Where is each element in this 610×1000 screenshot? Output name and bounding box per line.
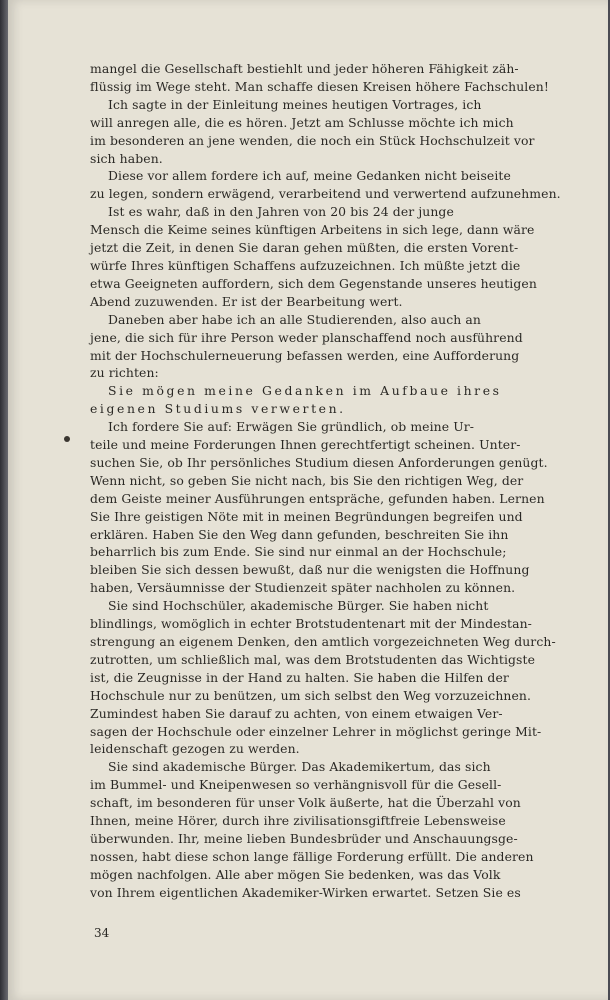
text-line: sagen der Hochschule oder einzelner Lehrer in möglichst geringe Mit- [90, 723, 542, 739]
text-line: bleiben Sie sich dessen bewußt, daß nur die wenigsten die Hoffnung [90, 562, 530, 578]
text-line: Wenn nicht, so geben Sie nicht nach, bis Sie den richtigen Weg, der [90, 472, 524, 488]
text-line: jene, die sich für ihre Person weder planschaffend noch ausführend [90, 329, 523, 345]
text-line: suchen Sie, ob Ihr persönliches Studium diesen Anforderungen genügt. [90, 454, 548, 470]
book-page [8, 0, 608, 1000]
paragraph-start-line: Ist es wahr, daß in den Jahren von 20 bis 24 der junge [108, 204, 454, 220]
text-line: überwunden. Ihr, meine lieben Bundesbrüder und Anschauungsge- [90, 830, 518, 846]
text-line: etwa Geeigneten auffordern, sich dem Gegenstande unseres heutigen [90, 275, 537, 291]
text-line: strengung an eigenem Denken, den amtlich vorgezeichneten Weg durch- [90, 634, 556, 649]
text-line: flüssig im Wege steht. Man schaffe diesen Kreisen höhere Fachschulen! [90, 78, 549, 94]
text-line: im Bummel- und Kneipenwesen so verhängnisvoll für die Gesell- [90, 777, 502, 793]
text-line: zutrotten, um schließlich mal, was dem Brotstudenten das Wichtigste [90, 651, 536, 667]
text-line: mögen nachfolgen. Alle aber mögen Sie bedenken, was das Volk [90, 866, 501, 882]
text-line: jetzt die Zeit, in denen Sie daran gehen müßten, die ersten Vorent- [90, 240, 519, 256]
text-line: dem Geiste meiner Ausführungen entspräche, gefunden haben. Lernen [90, 490, 545, 506]
ink-spot-mark [64, 436, 70, 442]
book-spine-shadow [0, 0, 8, 1000]
text-line: Mensch die Keime seines künftigen Arbeitens in sich lege, dann wäre [90, 222, 535, 238]
text-line: Abend zuzuwenden. Er ist der Bearbeitung wert. [90, 293, 403, 309]
text-line: zu richten: [90, 365, 159, 381]
text-line: mit der Hochschulerneuerung befassen werden, eine Aufforderung [90, 347, 520, 363]
paragraph-start-line: Sie sind Hochschüler, akademische Bürger. Sie haben nicht [108, 598, 489, 614]
text-line: teile und meine Forderungen Ihnen gerechtfertigt scheinen. Unter- [90, 437, 521, 453]
text-line: beharrlich bis zum Ende. Sie sind nur einmal an der Hochschule; [90, 544, 507, 560]
paragraph-start-line: Diese vor allem fordere ich auf, meine Gedanken nicht beiseite [108, 168, 511, 184]
paragraph-start-line: Sie sind akademische Bürger. Das Akademikertum, das sich [108, 759, 491, 775]
text-line: nossen, habt diese schon lange fällige Forderung erfüllt. Die anderen [90, 848, 534, 864]
text-line: will anregen alle, die es hören. Jetzt am Schlusse möchte ich mich [90, 114, 514, 130]
text-line: leidenschaft gezogen zu werden. [90, 741, 300, 757]
text-line: haben, Versäumnisse der Studienzeit später nachholen zu können. [90, 580, 516, 596]
body-text [90, 60, 606, 902]
text-line: mangel die Gesellschaft bestiehlt und jeder höheren Fähigkeit zäh- [90, 61, 519, 76]
text-line: ist, die Zeugnisse in der Hand zu halten. Sie haben die Hilfen der [90, 669, 509, 685]
text-line: zu legen, sondern erwägend, verarbeitend und verwertend aufzunehmen. [90, 186, 561, 202]
text-line: erklären. Haben Sie den Weg dann gefunden, beschreiten Sie ihn [90, 526, 509, 542]
emphasized-line: eigenen Studiums verwerten. [90, 401, 346, 417]
text-line: schaft, im besonderen für unser Volk äußerte, hat die Überzahl von [90, 795, 521, 811]
emphasized-line: Sie mögen meine Gedanken im Aufbaue ihres [108, 383, 502, 399]
text-line: Ihnen, meine Hörer, durch ihre zivilisationsgiftfreie Lebensweise [90, 813, 506, 829]
page-number: 34 [94, 926, 110, 940]
paragraph-start-line: Ich sagte in der Einleitung meines heutigen Vortrages, ich [108, 96, 482, 112]
text-line: im besonderen an jene wenden, die noch ein Stück Hochschulzeit vor [90, 132, 535, 148]
paragraph-start-line: Daneben aber habe ich an alle Studierenden, also auch an [108, 311, 481, 327]
paragraph-start-line: Ich fordere Sie auf: Erwägen Sie gründlich, ob meine Ur- [108, 419, 475, 435]
text-line: Zumindest haben Sie darauf zu achten, von einem etwaigen Ver- [90, 705, 503, 721]
text-line: Sie Ihre geistigen Nöte mit in meinen Begründungen begreifen und [90, 508, 523, 524]
text-line: Hochschule nur zu benützen, um sich selbst den Weg vorzuzeichnen. [90, 687, 532, 703]
text-line: würfe Ihres künftigen Schaffens aufzuzeichnen. Ich müßte jetzt die [90, 257, 521, 273]
text-line: sich haben. [90, 150, 163, 166]
text-line: von Ihrem eigentlichen Akademiker-Wirken erwartet. Setzen Sie es [90, 884, 521, 900]
text-line: blindlings, womöglich in echter Brotstudentenart mit der Mindestan- [90, 616, 532, 632]
